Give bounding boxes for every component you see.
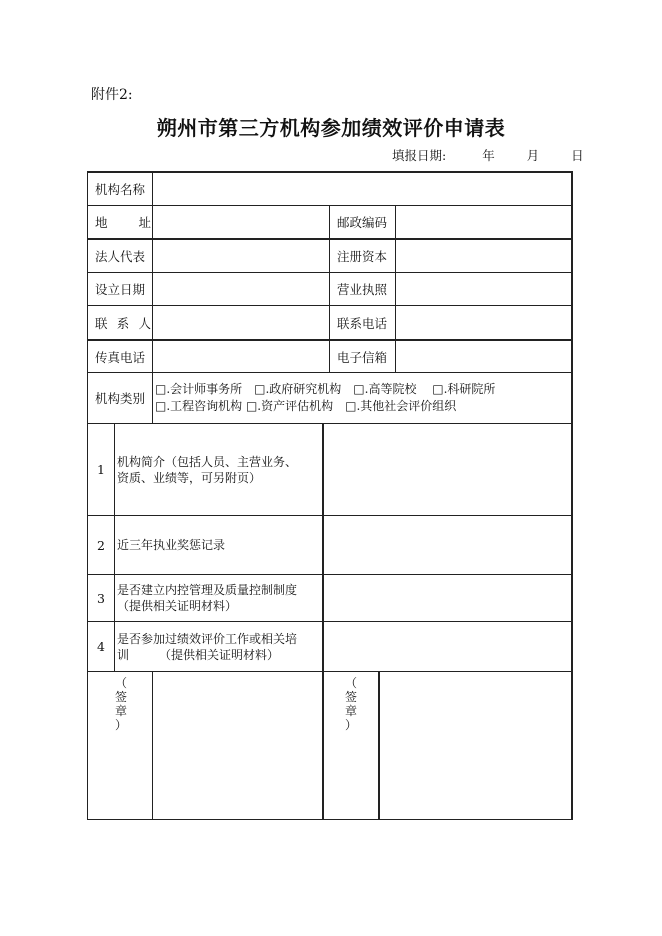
item-answer-field[interactable] bbox=[324, 516, 571, 574]
contact-phone-field[interactable] bbox=[396, 306, 571, 339]
seal-char: （ bbox=[344, 676, 357, 690]
label-org-category: 机构类别 bbox=[95, 391, 146, 406]
item-line: （提供相关证明材料） bbox=[117, 599, 238, 613]
label-legal-rep: 法人代表 bbox=[95, 249, 146, 264]
established-date-field[interactable] bbox=[153, 273, 329, 305]
label-fax: 传真电话 bbox=[95, 349, 146, 365]
signature-area-left[interactable] bbox=[153, 672, 322, 819]
label-email: 电子信箱 bbox=[337, 349, 388, 365]
seal-char: ） bbox=[344, 718, 357, 732]
item-line: 是否建立内控管理及质量控制制度 bbox=[117, 583, 298, 597]
seal-char: ） bbox=[114, 718, 127, 732]
business-license-field[interactable] bbox=[396, 273, 571, 305]
postal-code-field[interactable] bbox=[396, 206, 571, 238]
item-description bbox=[115, 622, 322, 671]
seal-char: （ bbox=[114, 676, 127, 690]
item-description bbox=[115, 516, 322, 574]
item-line: 资质、业绩等，可另附页） bbox=[117, 470, 262, 485]
column-divider bbox=[152, 372, 153, 423]
label-contact-phone: 联系电话 bbox=[337, 315, 388, 331]
item-line: 近三年执业奖惩记录 bbox=[117, 538, 226, 552]
contact-person-char: 人 bbox=[138, 315, 151, 331]
label-contact-person bbox=[88, 306, 152, 339]
signature-area-right[interactable] bbox=[380, 672, 571, 819]
seal-char: 签 bbox=[114, 690, 127, 704]
fill-date-row bbox=[392, 146, 584, 164]
label-established-date: 设立日期 bbox=[95, 282, 146, 297]
label-org-name: 机构名称 bbox=[95, 182, 146, 197]
address-char: 址 bbox=[138, 215, 151, 230]
seal-char: 签 bbox=[344, 690, 357, 704]
item-line: 训 （提供相关证明材料） bbox=[117, 647, 280, 662]
seal-char: 章 bbox=[114, 704, 127, 718]
label-business-license: 营业执照 bbox=[337, 282, 388, 297]
table-right-border bbox=[571, 171, 573, 820]
item-line: 机构简介（包括人员、主营业务、 bbox=[117, 454, 298, 469]
registered-capital-field[interactable] bbox=[396, 240, 571, 272]
fill-date-month: 月 bbox=[526, 148, 540, 163]
item-number: 3 bbox=[97, 590, 105, 606]
item-answer-field[interactable] bbox=[324, 622, 571, 671]
contact-person-field[interactable] bbox=[153, 306, 329, 339]
item-description bbox=[115, 424, 322, 515]
label-registered-capital: 注册资本 bbox=[337, 249, 388, 264]
seal-label-left bbox=[114, 676, 128, 732]
item-number: 2 bbox=[97, 537, 105, 553]
fill-date-year: 年 bbox=[482, 148, 495, 163]
contact-person-char: 系 bbox=[116, 315, 130, 331]
row-divider bbox=[87, 372, 573, 373]
fill-date-label: 填报日期: bbox=[392, 148, 447, 163]
fill-date-day: 日 bbox=[571, 148, 584, 163]
label-postal-code: 邮政编码 bbox=[337, 215, 388, 230]
email-field[interactable] bbox=[396, 341, 571, 372]
legal-rep-field[interactable] bbox=[153, 240, 329, 272]
address-char: 地 bbox=[95, 215, 108, 230]
item-line: 是否参加过绩效评价工作或相关培 bbox=[117, 631, 298, 646]
seal-char: 章 bbox=[344, 704, 357, 718]
label-address bbox=[88, 206, 152, 238]
seal-label-right bbox=[344, 676, 358, 732]
item-answer-field[interactable] bbox=[324, 575, 571, 621]
item-answer-field[interactable] bbox=[324, 424, 571, 515]
item-description bbox=[115, 575, 322, 621]
category-options-line2[interactable]: □.工程咨询机构 □.资产评估机构 □.其他社会评价组织 bbox=[155, 399, 457, 413]
contact-person-char: 联 bbox=[95, 315, 108, 331]
item-number: 4 bbox=[97, 639, 105, 654]
fax-field[interactable] bbox=[153, 341, 329, 372]
item-number: 1 bbox=[97, 462, 105, 477]
category-options-line1[interactable]: □.会计师事务所 □.政府研究机构 □.高等院校 □.科研院所 bbox=[155, 382, 496, 396]
form-title: 朔州市第三方机构参加绩效评价申请表 bbox=[156, 116, 506, 140]
address-field[interactable] bbox=[153, 206, 329, 238]
table-bottom-border bbox=[87, 819, 573, 820]
attachment-label: 附件2: bbox=[91, 87, 133, 103]
org-name-field[interactable] bbox=[153, 173, 571, 205]
